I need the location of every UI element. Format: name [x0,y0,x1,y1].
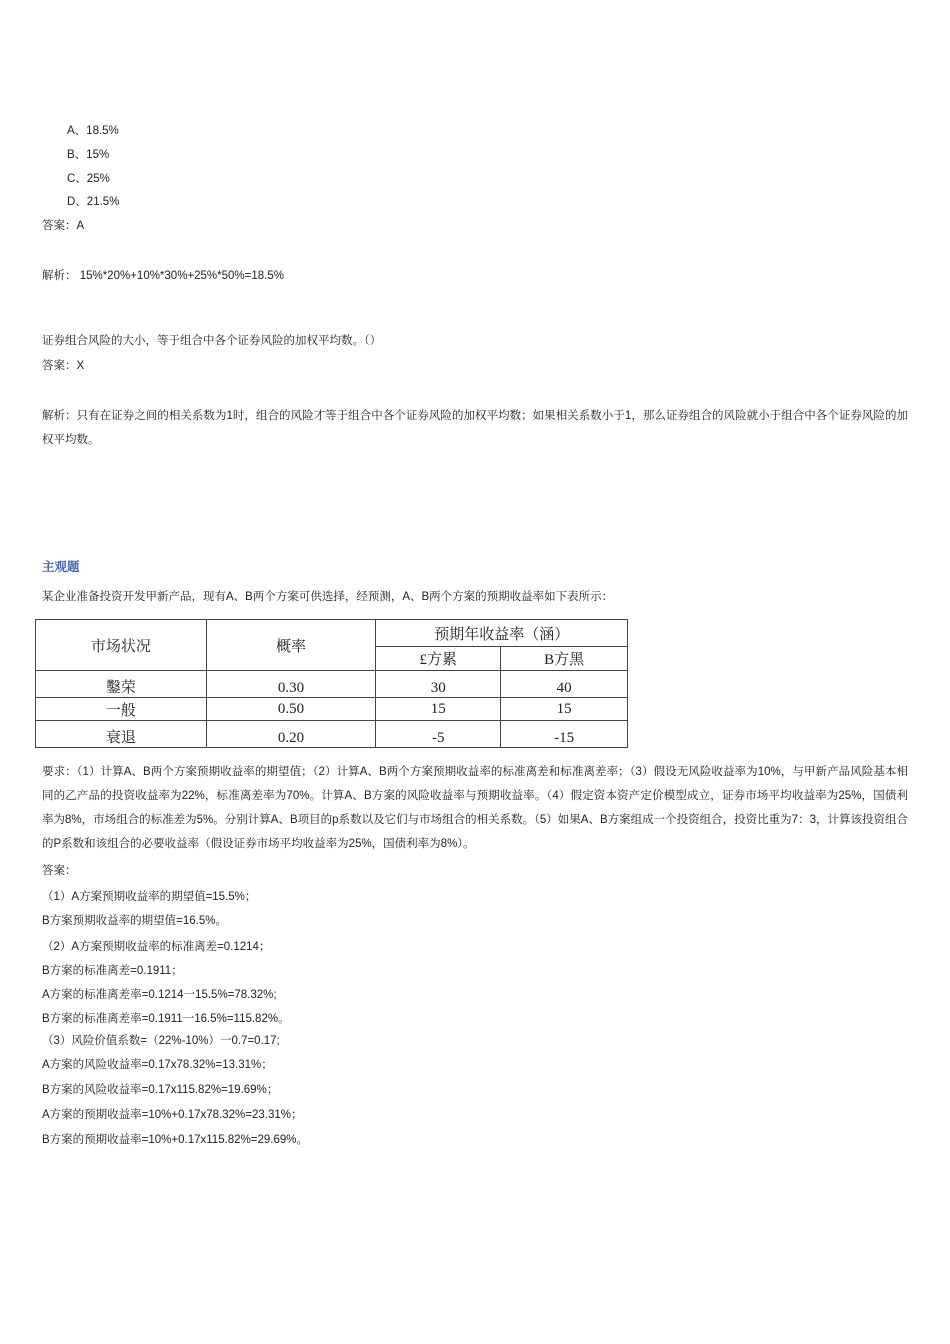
header-prob: 概率 [206,620,376,671]
q2-answer: 答案：X [42,360,85,372]
answer-line: B方案的标准离差=0.1911； [42,965,183,977]
section-heading: 主观题 [42,560,80,574]
answer-line: （3）风险价值系数=（22%-10%）一0.7=0.17; [42,1035,280,1047]
table-row [36,721,628,748]
cell-prob: 0.30 [206,671,376,698]
answer-line: A方案的风险收益率=0.17x78.32%=13.31%； [42,1059,273,1071]
cell-b: 40 [501,671,628,698]
table-row [36,698,628,721]
header-plan-b: B方黑 [501,647,628,671]
option-a: A、18.5% [67,125,119,137]
option-d: D、21.5% [67,196,120,208]
cell-b: -15 [501,721,628,748]
header-market: 市场状况 [36,620,207,671]
cell-a: 30 [376,671,501,698]
cell-market: 一般 [36,698,207,721]
answer-line: B方案的风险收益率=0.17x115.82%=19.69%； [42,1084,279,1096]
section-intro: 某企业准备投资开发甲新产品，现有A、B两个方案可供选择，经预测，A、B两个方案的预期收益率如下表所示： [42,591,614,603]
table-row [36,671,628,698]
q2-analysis: 解析：只有在证券之间的相关系数为1时，组合的风险才等于组合中各个证券风险的加权平均数；如果相关系数小于1，那么证券组合的风险就小于组合中各个证券风险的加权平均数。 [42,410,908,446]
q2-question: 证券组合风险的大小，等于组合中各个证券风险的加权平均数。（） [42,335,382,347]
return-table [35,619,628,748]
answer-line: B方案预期收益率的期望值=16.5%。 [42,915,227,927]
answer-line: （1）A方案预期收益率的期望值=15.5%； [42,891,257,903]
requirements: 要求：（1）计算A、B两个方案预期收益率的期望值；（2）计算A、B两个方案预期收益率的标准离差和标准离差率；（3）假设无风险收益率为10%，与甲新产品风险基本相同的乙产品的投资收益率为22%，标准离差率为70%。计算A、B方案的风险收益率与预期收益率。（4）假定资本资产定价模型成立，证券市场平均收益率为25%，国债利率为8%，市场组合的标准差为5%。分别计算A、B项目的p系数以及它们与市场组合的相关系数。（5）如果A、B方案组成一个投资组合，投资比重为7：3，计算该投资组合的P系数和该组合的必要收益率（假设证券市场平均收益率为25%，国债利率为8%）。 [42,766,908,850]
cell-market: 鑿荣 [36,671,207,698]
cell-prob: 0.20 [206,721,376,748]
cell-prob: 0.50 [206,698,376,721]
cell-b: 15 [501,698,628,721]
cell-a: -5 [376,721,501,748]
answer-line: （2）A方案预期收益率的标准离差=0.1214； [42,941,271,953]
option-b: B、15% [67,149,110,161]
answer-line: A方案的预期收益率=10%+0.17x78.32%=23.31%； [42,1109,303,1121]
answer-line: A方案的标准离差率=0.1214一15.5%=78.32%; [42,989,277,1001]
cell-market: 衰退 [36,721,207,748]
answer-label: 答案： [42,865,77,877]
header-return: 预期年收益率（涵） [376,620,628,647]
option-c: C、25% [67,173,110,185]
answer-line: B方案的标准离差率=0.1911一16.5%=115.82%。 [42,1013,290,1025]
header-plan-a: £方累 [376,647,501,671]
q1-analysis: 解析： 15%*20%+10%*30%+25%*50%=18.5% [42,270,284,282]
cell-a: 15 [376,698,501,721]
q1-answer: 答案：A [42,220,85,232]
answer-line: B方案的预期收益率=10%+0.17x115.82%=29.69%。 [42,1134,309,1146]
